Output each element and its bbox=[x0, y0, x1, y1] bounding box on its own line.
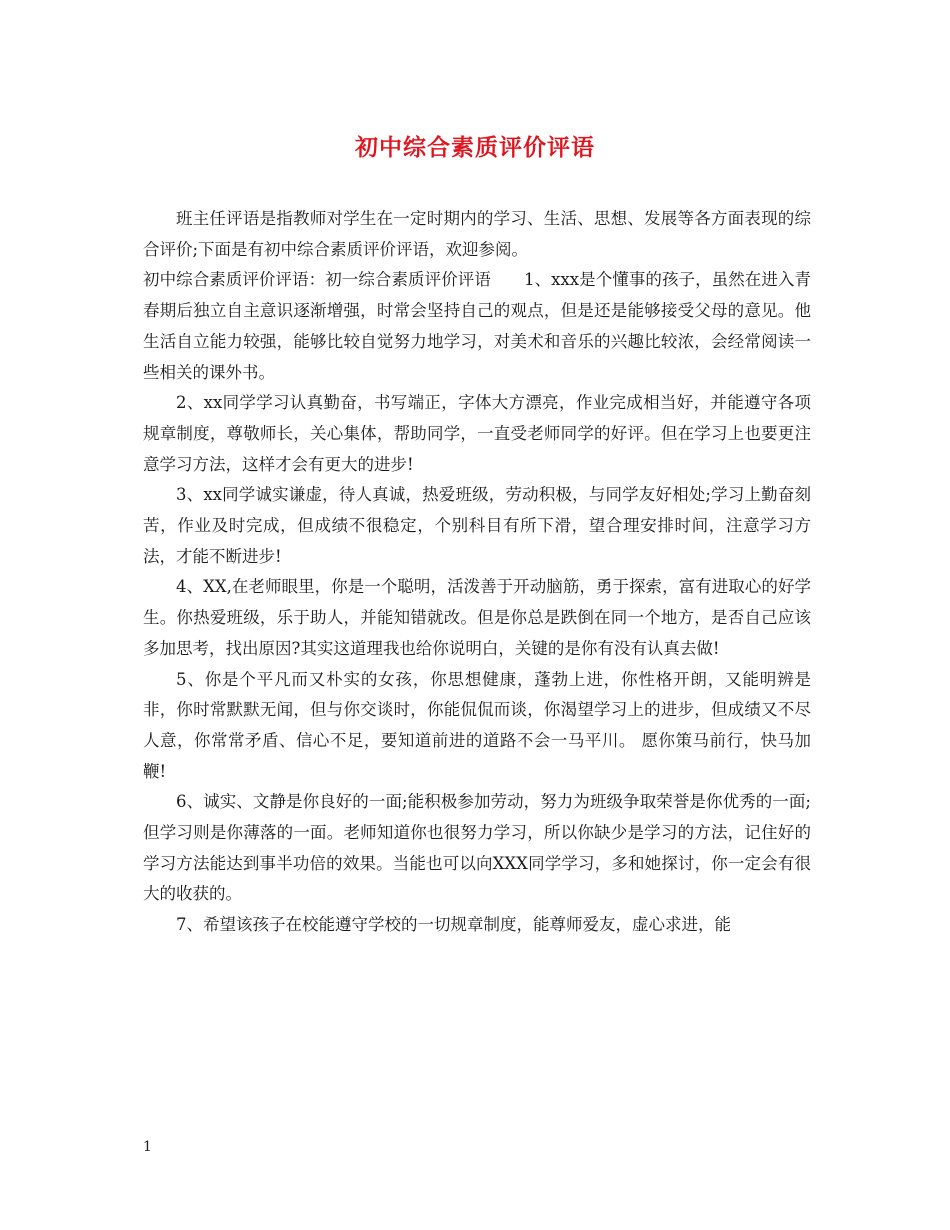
paragraph-6: 6、诚实、文静是你良好的一面;能积极参加劳动，努力为班级争取荣誉是你优秀的一面;但学习则是你薄落的一面。老师知道你也很努力学习，所以你缺少是学习的方法，记住好的学习方法能达到事半功倍的效果。当能也可以向XXX同学学习，多和她探讨，你一定会有很大的收获的。 bbox=[143, 792, 811, 904]
page-number: 1 bbox=[143, 1139, 152, 1155]
paragraph-1: 初中综合素质评价评语：初一综合素质评价评语 1、xxx是个懂事的孩子，虽然在进入青春期后独立自主意识逐渐增强，时常会坚持自己的观点，但是还是能够接受父母的意见。他生活自立能力较强，能够比较自觉努力地学习，对美术和音乐的兴趣比较浓，会经常阅读一些相关的课外书。 bbox=[143, 270, 811, 382]
paragraph-7: 7、希望该孩子在校能遵守学校的一切规章制度，能尊师爱友，虚心求进，能 bbox=[176, 915, 731, 935]
document-title: 初中综合素质评价评语 bbox=[355, 134, 595, 161]
paragraph-4: 4、XX,在老师眼里，你是一个聪明，活泼善于开动脑筋，勇于探索，富有进取心的好学生。你热爱班级，乐于助人，并能知错就改。但是你总是跌倒在同一个地方，是否自己应该多加思考，找出原因?其实这道理我也给你说明白，关键的是你有没有认真去做! bbox=[143, 577, 811, 658]
paragraph-3: 3、xx同学诚实谦虚，待人真诚，热爱班级，劳动积极，与同学友好相处;学习上勤奋刻苦，作业及时完成，但成绩不很稳定，个别科目有所下滑，望合理安排时间，注意学习方法，才能不断进步! bbox=[143, 485, 811, 566]
document-body bbox=[143, 204, 811, 941]
paragraph-intro: 班主任评语是指教师对学生在一定时期内的学习、生活、思想、发展等各方面表现的综合评价;下面是有初中综合素质评价评语，欢迎参阅。 bbox=[143, 209, 811, 259]
paragraph-5: 5、你是个平凡而又朴实的女孩，你思想健康，蓬勃上进，你性格开朗，又能明辨是非，你时常默默无闻，但与你交谈时，你能侃侃而谈，你渴望学习上的进步，但成绩又不尽人意，你常常矛盾、信心不足，要知道前进的道路不会一马平川。 愿你策马前行，快马加鞭! bbox=[143, 669, 811, 781]
paragraph-2: 2、xx同学学习认真勤奋，书写端正，字体大方漂亮，作业完成相当好，并能遵守各项规章制度，尊敬师长，关心集体，帮助同学，一直受老师同学的好评。但在学习上也要更注意学习方法，这样才会有更大的进步! bbox=[143, 393, 811, 474]
